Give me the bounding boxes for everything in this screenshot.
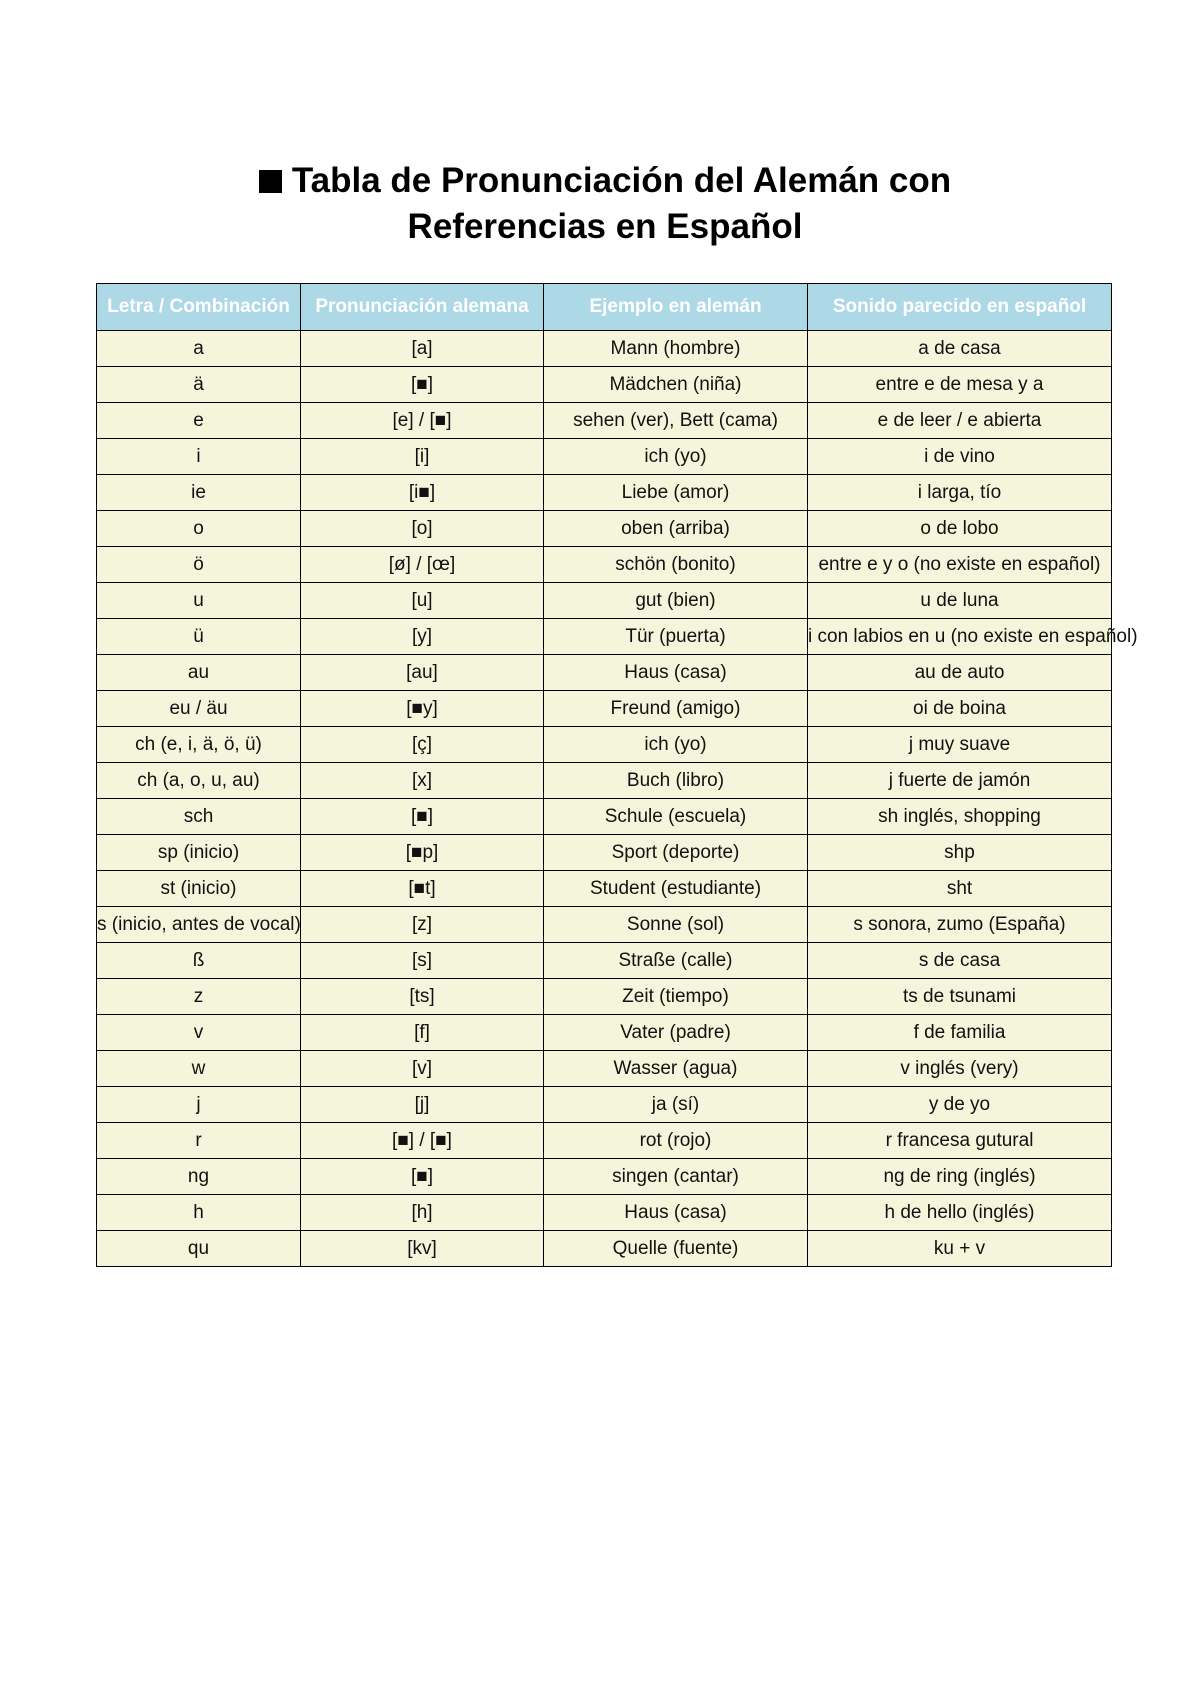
cell-example: Tür (puerta) [544,619,808,655]
cell-letter: a [97,331,301,367]
table-row [97,511,1112,547]
cell-pronunciation: [■t] [301,871,544,907]
cell-spanish-sound: ku + v [808,1231,1112,1267]
cell-letter: j [97,1087,301,1123]
table-row [97,1015,1112,1051]
cell-pronunciation: [u] [301,583,544,619]
cell-example: Vater (padre) [544,1015,808,1051]
cell-example: singen (cantar) [544,1159,808,1195]
cell-example: Student (estudiante) [544,871,808,907]
cell-example: ich (yo) [544,439,808,475]
cell-example: Wasser (agua) [544,1051,808,1087]
cell-letter: o [97,511,301,547]
table-row [97,331,1112,367]
cell-example: Mädchen (niña) [544,367,808,403]
table-row [97,439,1112,475]
cell-pronunciation: [h] [301,1195,544,1231]
table-row [97,1231,1112,1267]
cell-example: gut (bien) [544,583,808,619]
table-row [97,475,1112,511]
cell-spanish-sound: j fuerte de jamón [808,763,1112,799]
cell-pronunciation: [i] [301,439,544,475]
cell-pronunciation: [f] [301,1015,544,1051]
cell-example: ja (sí) [544,1087,808,1123]
cell-letter: v [97,1015,301,1051]
cell-example: Straße (calle) [544,943,808,979]
cell-example: Mann (hombre) [544,331,808,367]
table-row [97,619,1112,655]
cell-letter: ß [97,943,301,979]
cell-spanish-sound: e de leer / e abierta [808,403,1112,439]
cell-spanish-sound: s sonora, zumo (España) [808,907,1112,943]
cell-letter: qu [97,1231,301,1267]
cell-letter: i [97,439,301,475]
cell-letter: ü [97,619,301,655]
table-row [97,367,1112,403]
cell-spanish-sound: y de yo [808,1087,1112,1123]
cell-pronunciation: [o] [301,511,544,547]
cell-spanish-sound: sh inglés, shopping [808,799,1112,835]
cell-example: Sport (deporte) [544,835,808,871]
cell-letter: sch [97,799,301,835]
cell-letter: ng [97,1159,301,1195]
cell-example: ich (yo) [544,727,808,763]
cell-example: Quelle (fuente) [544,1231,808,1267]
cell-pronunciation: [■] [301,799,544,835]
cell-spanish-sound: i con labios en u (no existe en español) [808,619,1112,655]
cell-example: Liebe (amor) [544,475,808,511]
table-row [97,727,1112,763]
cell-spanish-sound: f de familia [808,1015,1112,1051]
cell-pronunciation: [■] [301,1159,544,1195]
cell-example: Haus (casa) [544,1195,808,1231]
cell-letter: sp (inicio) [97,835,301,871]
cell-pronunciation: [■] [301,367,544,403]
cell-pronunciation: [y] [301,619,544,655]
table-row [97,655,1112,691]
cell-letter: eu / äu [97,691,301,727]
cell-spanish-sound: h de hello (inglés) [808,1195,1112,1231]
cell-letter: z [97,979,301,1015]
cell-pronunciation: [■] / [■] [301,1123,544,1159]
document-title [0,158,1200,250]
table-row [97,871,1112,907]
cell-letter: h [97,1195,301,1231]
table-row [97,691,1112,727]
cell-spanish-sound: shp [808,835,1112,871]
table-row [97,547,1112,583]
cell-example: sehen (ver), Bett (cama) [544,403,808,439]
cell-example: Freund (amigo) [544,691,808,727]
cell-example: Sonne (sol) [544,907,808,943]
cell-letter: u [97,583,301,619]
table-row [97,1159,1112,1195]
cell-letter: e [97,403,301,439]
title-line-1-text: Tabla de Pronunciación del Alemán con [291,161,952,200]
table-row [97,763,1112,799]
cell-pronunciation: [a] [301,331,544,367]
cell-pronunciation: [■p] [301,835,544,871]
table-row [97,1087,1112,1123]
cell-spanish-sound: a de casa [808,331,1112,367]
cell-pronunciation: [v] [301,1051,544,1087]
cell-pronunciation: [au] [301,655,544,691]
header-german-example: Ejemplo en alemán [544,284,808,331]
cell-spanish-sound: i de vino [808,439,1112,475]
title-line-1 [0,158,1200,204]
cell-pronunciation: [ø] / [œ] [301,547,544,583]
cell-spanish-sound: entre e y o (no existe en español) [808,547,1112,583]
pronunciation-table [96,283,1138,1267]
cell-pronunciation: [z] [301,907,544,943]
table-row [97,943,1112,979]
cell-pronunciation: [s] [301,943,544,979]
header-row [97,284,1112,331]
cell-letter: st (inicio) [97,871,301,907]
cell-letter: ä [97,367,301,403]
black-square-icon [259,170,282,193]
cell-spanish-sound: oi de boina [808,691,1112,727]
cell-example: schön (bonito) [544,547,808,583]
cell-spanish-sound: s de casa [808,943,1112,979]
cell-spanish-sound: j muy suave [808,727,1112,763]
cell-spanish-sound: o de lobo [808,511,1112,547]
cell-pronunciation: [j] [301,1087,544,1123]
cell-pronunciation: [i■] [301,475,544,511]
cell-example: Zeit (tiempo) [544,979,808,1015]
cell-example: Haus (casa) [544,655,808,691]
cell-example: rot (rojo) [544,1123,808,1159]
cell-pronunciation: [■y] [301,691,544,727]
table-header [97,284,1112,331]
table-row [97,799,1112,835]
cell-spanish-sound: au de auto [808,655,1112,691]
header-letter: Letra / Combinación [97,284,301,331]
table-row [97,1195,1112,1231]
header-german-pronunciation: Pronunciación alemana [301,284,544,331]
table-body [97,331,1138,1267]
table-row [97,583,1112,619]
cell-spanish-sound: u de luna [808,583,1112,619]
cell-spanish-sound: ts de tsunami [808,979,1112,1015]
cell-letter: ch (a, o, u, au) [97,763,301,799]
cell-letter: ch (e, i, ä, ö, ü) [97,727,301,763]
cell-spanish-sound: entre e de mesa y a [808,367,1112,403]
cell-example: Schule (escuela) [544,799,808,835]
cell-letter: r [97,1123,301,1159]
cell-spanish-sound: v inglés (very) [808,1051,1112,1087]
cell-letter: s (inicio, antes de vocal) [97,907,301,943]
cell-pronunciation: [kv] [301,1231,544,1267]
title-line-2: Referencias en Español [407,207,803,246]
cell-spanish-sound: i larga, tío [808,475,1112,511]
header-spanish-sound: Sonido parecido en español [808,284,1112,331]
table-row [97,907,1112,943]
table-row [97,1123,1112,1159]
cell-spanish-sound: r francesa gutural [808,1123,1112,1159]
cell-example: Buch (libro) [544,763,808,799]
table-row [97,1051,1112,1087]
cell-example: oben (arriba) [544,511,808,547]
cell-pronunciation: [ç] [301,727,544,763]
table-row [97,979,1112,1015]
cell-letter: au [97,655,301,691]
table-row [97,835,1112,871]
cell-letter: w [97,1051,301,1087]
cell-letter: ö [97,547,301,583]
cell-spanish-sound: ng de ring (inglés) [808,1159,1112,1195]
cell-pronunciation: [e] / [■] [301,403,544,439]
table-row [97,403,1112,439]
cell-letter: ie [97,475,301,511]
cell-spanish-sound: sht [808,871,1112,907]
cell-pronunciation: [ts] [301,979,544,1015]
cell-pronunciation: [x] [301,763,544,799]
